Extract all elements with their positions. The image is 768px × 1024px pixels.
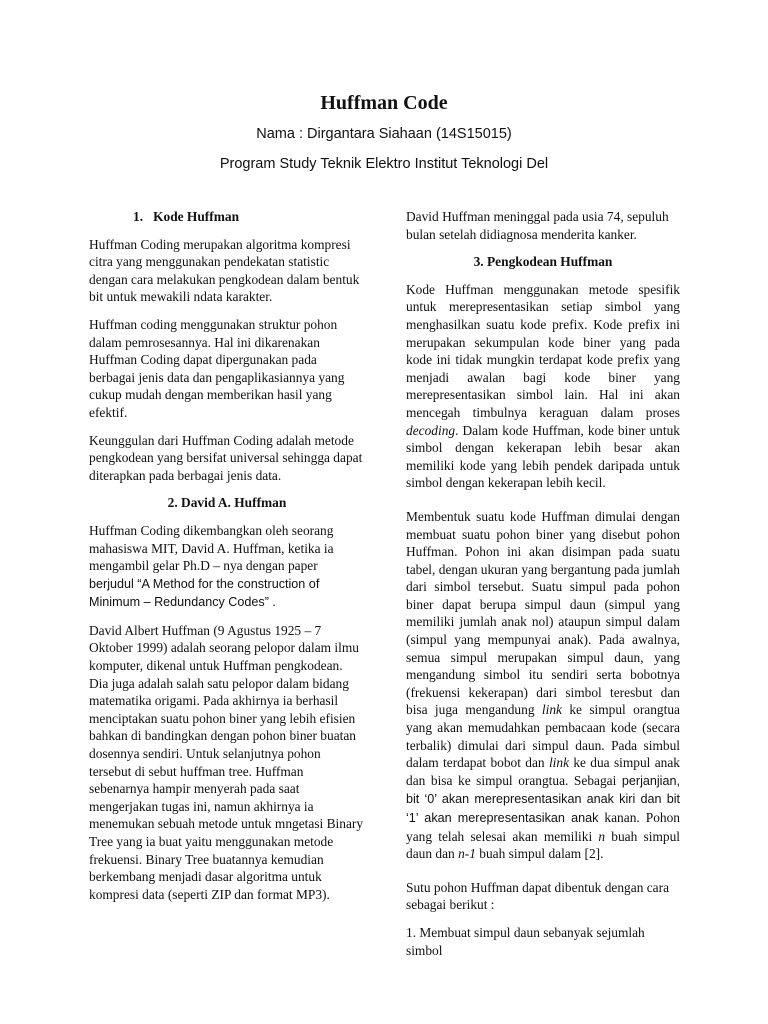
paragraph-text: ke simpul orangtua yang akan memudahkan pembacaan kode (secara terbalik) dimulai dari simpul daun. Pada simbul dalam terdapat bobot dan xyxy=(406,702,680,771)
paragraph: David Albert Huffman (9 Agustus 1925 – 7 Oktober 1999) adalah seorang pelopor dalam ilmu komputer, dikenal untuk Huffman pengkodean. Dia juga adalah salah satu pelopor dalam bidang matematika origami. Pada akhirnya ia berhasil menciptakan suatu pohon biner yang lebih efisien bahkan di bandingkan dengan pohon biner buatan dosennya sendiri. Untuk selanjutnya pohon tersebut di sebut huffman tree. Huffman sebenarnya hampir menyerah pada saat mengerjakan tugas ini, namun akhirnya ia menemukan sebuah metode untuk mngetasi Binary Tree yang ia buat yaitu menggunakan metode frekuensi. Binary Tree buatannya kemudian berkembang menjadi dasar algoritma untuk kompresi data (seperti ZIP dan format MP3). xyxy=(89,622,364,902)
paragraph xyxy=(406,281,680,492)
paragraph-text: kanan. Pohon yang telah selesai akan memiliki xyxy=(406,810,680,844)
page-title: Huffman Code xyxy=(320,92,448,114)
emphasis-text: n-1 xyxy=(458,846,476,862)
emphasis-text: decoding xyxy=(406,422,456,438)
paragraph-text: Membentuk suatu kode Huffman dimulai dengan membuat suatu pohon biner yang disebut pohon Huffman. Pohon ini akan disimpan pada suatu tabel, dengan ukuran yang bergantung pada jumlah dari simbol tersebut. Suatu simpul pada pohon biner dapat berupa simpul daun (simpul yang memiliki jumlah anak nol) ataupun simpul dalam (simpul yang mempunyai anak). Pada awalnya, semua simpul merupakan simpul daun, yang mengandung simbol itu sendiri serta bobotnya (frekuensi kekerapan) dari simbol teresbut dan bisa juga mengandung xyxy=(406,508,680,718)
paragraph: Keunggulan dari Huffman Coding adalah metode pengkodean yang bersifat universal sehingga dapat diterapkan pada berbagai jenis data. xyxy=(89,432,363,483)
paragraph xyxy=(406,508,680,863)
paragraph-text: Huffman Coding dikembangkan oleh seorang mahasiswa MIT, David A. Huffman, ketika ia mengambil gelar Ph.D – nya dengan paper xyxy=(89,522,334,574)
paragraph: Huffman coding menggunakan struktur pohon dalam pemrosesannya. Hal ini dikarenakan Huffman Coding dapat dipergunakan pada berbagai jenis data dan pengaplikasiannya yang cukup mudah dengan memberikan hasil yang efektif. xyxy=(89,316,345,420)
paragraph-text: Kode Huffman menggunakan metode spesifik untuk merepresentasikan setiap simbol yang menghasilkan suatu kode prefix. Kode prefix ini merupakan sekumpulan kode biner yang pada kode ini tidak mungkin terdapat kode prefix yang menjadi awalan bagi kode biner yang merepresentasikan simbol lain. Hal ini akan mencegah timbulnya keraguan dalam proses xyxy=(406,281,680,420)
paragraph-text: buah simpul daun dan xyxy=(406,828,680,862)
right-column xyxy=(406,208,680,969)
paragraph-text-sans: perjanjian, bit ‘0’ akan merepresentasikan anak kiri dan bit ‘1’ akan merepresentasikan anak xyxy=(406,773,680,825)
section-heading-kode-huffman: 1. Kode Huffman xyxy=(133,209,240,224)
emphasis-text: n xyxy=(598,828,606,844)
program-line: Program Study Teknik Elektro Institut Teknologi Del xyxy=(219,156,549,172)
section-heading-pengkodean-huffman: 3. Pengkodean Huffman xyxy=(473,254,613,270)
paragraph: Sutu pohon Huffman dapat dibentuk dengan cara sebagai berikut : xyxy=(406,879,670,913)
paragraph: Huffman Coding merupakan algoritma kompresi citra yang menggunakan pendekatan statistic dengan cara melakukan pengkodean dalam bentuk bit untuk mewakili ndata karakter. xyxy=(89,236,360,305)
paragraph-text: ke dua simpul anak dan bisa ke simpul orangtua. Sebagai xyxy=(406,755,680,788)
paragraph-text: buah simpul dalam [2]. xyxy=(475,846,604,862)
paragraph: David Huffman meninggal pada usia 74, sepuluh bulan setelah didiagnosa menderita kanker. xyxy=(406,209,669,242)
emphasis-text: link xyxy=(541,702,562,718)
author-line: Nama : Dirgantara Siahaan (14S15015) xyxy=(256,126,512,142)
list-item: 1. Membuat simpul daun sebanyak sejumlah simbol xyxy=(406,924,645,958)
section-heading-david-huffman: 2. David A. Huffman xyxy=(167,495,287,511)
paragraph-text: . Dalam kode Huffman, kode biner untuk simbol dengan kekerapan lebih besar akan memiliki kode yang lebih pendek daripada untuk simbol dengan kekerapan lebih kecil. xyxy=(406,422,680,491)
paragraph xyxy=(89,522,365,612)
paper-title-text: berjudul “A Method for the construction of Minimum – Redundancy Codes” . xyxy=(89,576,320,610)
left-column xyxy=(89,208,365,913)
emphasis-text: link xyxy=(548,755,570,771)
